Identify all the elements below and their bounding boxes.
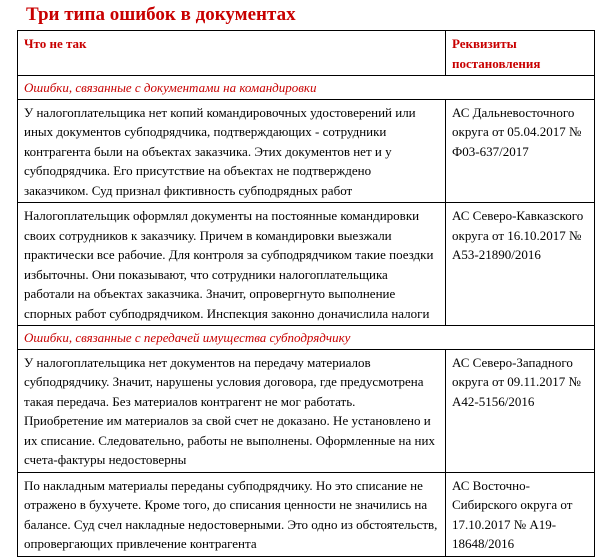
row-text: У налогоплательщика нет копий командировочных удостоверений или иных документов субподрядчика, подтверждающих - сотрудники контрагента были на объектах заказчика. Этих документов нет и у субподрядчика. Его присутствие на объектах не подтверждено заказчиком. Суд признал фиктивность субподрядных работ — [18, 99, 446, 203]
table-row — [18, 99, 595, 203]
table-header-row — [18, 31, 595, 76]
row-ref: АС Дальневосточного округа от 05.04.2017 № Ф03-637/2017 — [446, 99, 595, 203]
header-ref: Реквизиты постановления — [446, 31, 595, 76]
errors-table — [17, 30, 595, 557]
section-heading: Ошибки, связанные с передачей имущества субподрядчику — [18, 326, 595, 350]
row-ref: АС Северо-Западного округа от 09.11.2017 № А42-5156/2016 — [446, 349, 595, 472]
row-ref: АС Восточно-Сибирского округа от 17.10.2017 № А19-18648/2016 — [446, 472, 595, 556]
row-text: Налогоплательщик оформлял документы на постоянные командировки своих сотрудников к заказчику. Причем в командировки выезжали практически все рабочие. Для контроля за субподрядчиком такие поездки избыточны. Они показывают, что сотрудники налогоплательщика работали на объектах заказчика. Значит, опровергнуто выполнение спорных работ субподрядчиком. Инспекция законно доначислила налоги — [18, 203, 446, 326]
section-heading: Ошибки, связанные с документами на командировки — [18, 76, 595, 100]
section-heading-row — [18, 326, 595, 350]
table-row — [18, 203, 595, 326]
row-text: У налогоплательщика нет документов на передачу материалов субподрядчику. Значит, нарушены условия договора, где предусмотрена такая передача. Без материалов контрагент не мог работать. Приобретение им материалов за свой счет не доказано. Не установлено и их списание. Следовательно, работы не выполнены. Оформленные на них счета-фактуры недостоверны — [18, 349, 446, 472]
row-text: По накладным материалы переданы субподрядчику. Но это списание не отражено в бухучете. Кроме того, до списания ценности не значились на балансе. Суд счел накладные недостоверными. Это одно из обстоятельств, опровергающих привлечение контрагента — [18, 472, 446, 556]
table-row — [18, 349, 595, 472]
header-what: Что не так — [18, 31, 446, 76]
section-heading-row — [18, 76, 595, 100]
row-ref: АС Северо-Кавказского округа от 16.10.2017 № А53-21890/2016 — [446, 203, 595, 326]
table-row — [18, 472, 595, 556]
page-title: Три типа ошибок в документах — [26, 4, 296, 25]
